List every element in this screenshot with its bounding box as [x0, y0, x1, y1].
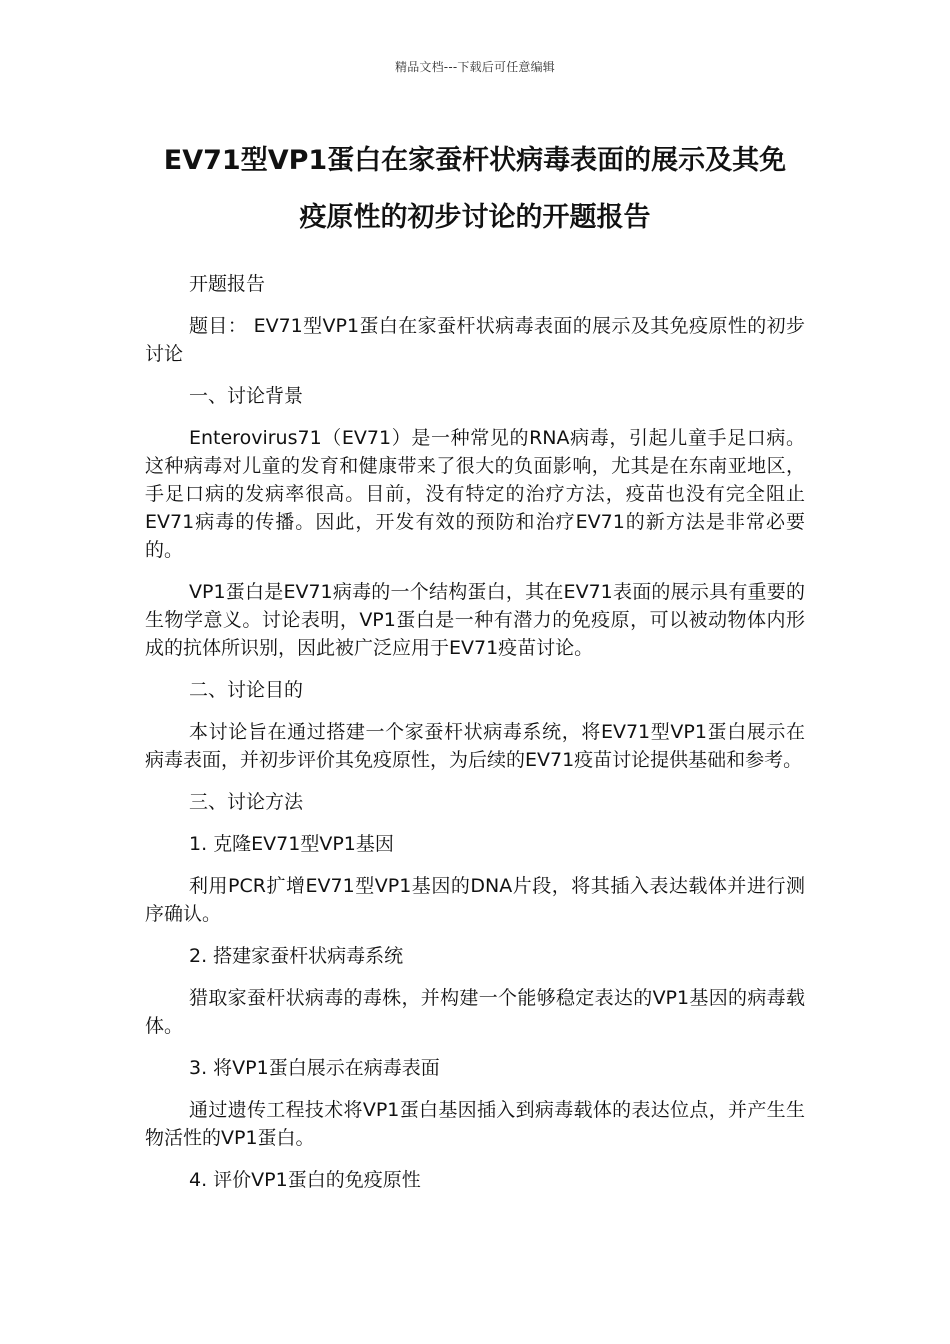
method-step-3-text: 通过遗传工程技术将VP1蛋白基因插入到病毒载体的表达位点，并产生生物活性的VP1蛋白。 — [145, 1099, 805, 1149]
header-note: 精品文档---下载后可任意编辑 — [395, 60, 555, 74]
document-body — [145, 270, 805, 1194]
paragraph-background-2: VP1蛋白是EV71病毒的一个结构蛋白，其在EV71表面的展示具有重要的生物学意义。讨论表明，VP1蛋白是一种有潜力的免疫原，可以被动物体内形成的抗体所识别，因此被广泛应用于EV71疫苗讨论。 — [145, 581, 805, 659]
title-line-1: EV71型VP1蛋白在家蚕杆状病毒表面的展示及其免 — [163, 145, 787, 176]
method-step-2-text: 猎取家蚕杆状病毒的毒株，并构建一个能够稳定表达的VP1基因的病毒载体。 — [145, 987, 805, 1037]
method-step-1-heading: 1. 克隆EV71型VP1基因 — [189, 833, 394, 855]
paragraph-background-1: Enterovirus71（EV71）是一种常见的RNA病毒，引起儿童手足口病。这种病毒对儿童的发育和健康带来了很大的负面影响，尤其是在东南亚地区，手足口病的发病率很高。目前，没有特定的治疗方法，疫苗也没有完全阻止EV71病毒的传播。因此，开发有效的预防和治疗EV71的新方法是非常必要的。 — [145, 427, 805, 561]
paragraph-report-label: 开题报告 — [189, 273, 266, 295]
section-heading-purpose: 二、讨论目的 — [189, 679, 304, 701]
section-heading-methods: 三、讨论方法 — [189, 791, 304, 813]
method-step-1-text: 利用PCR扩增EV71型VP1基因的DNA片段，将其插入表达载体并进行测序确认。 — [145, 875, 805, 925]
document-title — [145, 132, 805, 246]
method-step-4-heading: 4. 评价VP1蛋白的免疫原性 — [189, 1169, 421, 1191]
paragraph-purpose: 本讨论旨在通过搭建一个家蚕杆状病毒系统，将EV71型VP1蛋白展示在病毒表面，并初步评价其免疫原性，为后续的EV71疫苗讨论提供基础和参考。 — [145, 721, 805, 771]
method-step-3-heading: 3. 将VP1蛋白展示在病毒表面 — [189, 1057, 440, 1079]
paragraph-topic: 题目： EV71型VP1蛋白在家蚕杆状病毒表面的展示及其免疫原性的初步讨论 — [145, 315, 805, 365]
section-heading-background: 一、讨论背景 — [189, 385, 304, 407]
method-step-2-heading: 2. 搭建家蚕杆状病毒系统 — [189, 945, 404, 967]
title-line-2: 疫原性的初步讨论的开题报告 — [299, 202, 651, 233]
